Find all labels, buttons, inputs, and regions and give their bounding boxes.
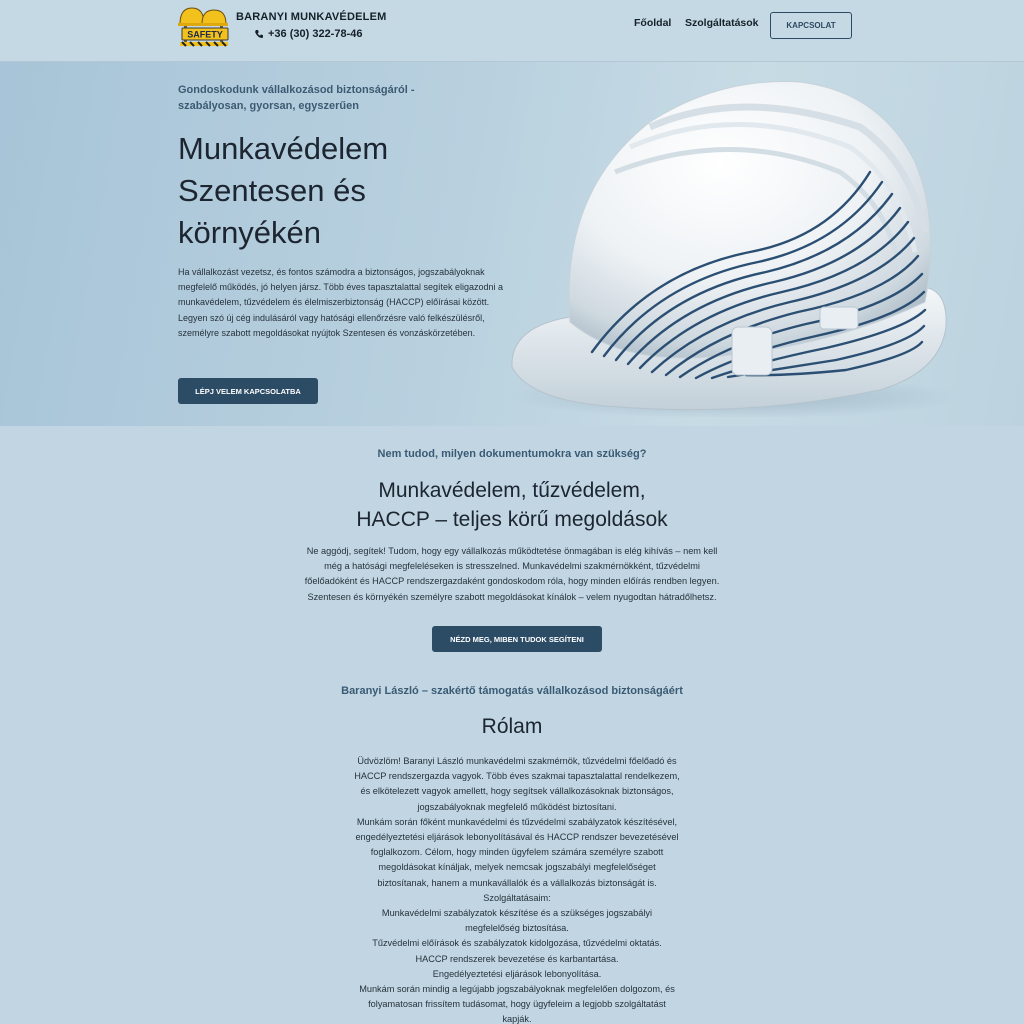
about-line: Üdvözlöm! Baranyi László munkavédelmi szakmérnök, tűzvédelmi főelőadó és <box>357 756 677 766</box>
nav-services[interactable]: Szolgáltatások <box>685 17 759 29</box>
services-button[interactable]: NÉZD MEG, MIBEN TUDOK SEGÍTENI <box>432 626 602 652</box>
hero-title-line: környékén <box>178 215 322 250</box>
hero-section <box>0 62 1024 426</box>
about-line: megfelelőség biztosítása. <box>465 923 569 934</box>
docs-body-line: még a hatósági megfeleléseken is stresszelned. Munkavédelmi szakmérnökként, tűzvédelmi <box>324 561 700 572</box>
about-title: Rólam <box>481 715 543 738</box>
about-line: kapják. <box>502 1014 532 1024</box>
phone-text: +36 (30) 322-78-46 <box>268 28 363 40</box>
about-line: Szolgáltatásaim: <box>483 892 551 903</box>
phone-icon <box>254 29 264 39</box>
docs-title-line: HACCP – teljes körű megoldások <box>356 508 668 531</box>
site-header <box>0 0 1024 62</box>
about-line: engedélyeztetési eljárások lebonyolításával és HACCP rendszer bevezetésével <box>355 832 679 843</box>
hard-hat-image <box>500 72 960 417</box>
about-line: Tűzvédelmi előírások és szabályzatok kidolgozása, tűzvédelmi oktatás. <box>372 938 662 949</box>
docs-kicker: Nem tudod, milyen dokumentumokra van szükség? <box>377 448 647 460</box>
about-line: Munkavédelmi szabályzatok készítése és a szükséges jogszabályi <box>381 908 653 919</box>
about-line: Munkám során mindig a legújabb jogszabályoknak megfelelően dolgozom, és <box>359 984 675 995</box>
about-line: jogszabályoknak megfelelő működést biztosítani. <box>417 801 617 812</box>
about-line: HACCP rendszergazda vagyok. Több éves szakmai tapasztalattal rendelkezem, <box>354 771 680 782</box>
about-line: megoldásokat kínáljak, melyek nemcsak jogszabályi megfelelőséget <box>378 862 656 873</box>
logo-text: SAFETY <box>187 29 223 40</box>
about-kicker: Baranyi László – szakértő támogatás vállalkozásod biztonságáért <box>341 685 683 697</box>
hero-title <box>178 128 458 254</box>
about-line: foglalkozom. Célom, hogy minden ügyfelem számára személyre szabott <box>370 847 664 858</box>
hero-title-line: Szentesen és <box>178 173 366 208</box>
nav-home[interactable]: Főoldal <box>634 17 672 29</box>
about-line: és elkötelezett vagyok amellett, hogy segítsek vállalkozásoknak biztonságos, <box>360 786 674 797</box>
about-line: folyamatosan frissítem tudásomat, hogy ügyfeleim a legjobb szolgáltatást <box>368 999 666 1010</box>
about-line: Engedélyeztetési eljárások lebonyolítása. <box>432 968 602 979</box>
hero-contact-button[interactable]: LÉPJ VELEM KAPCSOLATBA <box>178 378 318 404</box>
docs-title <box>0 476 1024 534</box>
hero-description: Ha vállalkozást vezetsz, és fontos számodra a biztonságos, jogszabályoknak megfelelő működés, jó helyen jársz. Több éves tapasztalattal segítek eligazodni a munkavédelem, tűzvédelem és élelmiszerbiztonság (HACCP) előírásai között. Legyen szó új cég indulásáról vagy hatósági ellenőrzésre való felkészülésről, személyre szabott megoldásokat nyújtok Szentesen és vonzáskörzetében. <box>178 267 504 338</box>
about-line: HACCP rendszerek bevezetése és karbantartása. <box>415 953 619 964</box>
about-body <box>340 754 694 1024</box>
docs-body-line: Ne aggódj, segítek! Tudom, hogy egy vállalkozás működtetése önmagában is elég kihívás – nem kell <box>306 546 718 556</box>
contact-button[interactable]: KAPCSOLAT <box>770 12 852 39</box>
about-line: Munkám során főként munkavédelmi és tűzvédelmi szabályzatok készítésével, <box>356 816 678 827</box>
docs-body <box>0 544 1024 605</box>
about-line: biztosítanak, hanem a munkavállalók és a vállalkozás biztonságát is. <box>377 877 657 888</box>
docs-body-line: főelőadóként és HACCP rendszergazdaként gondoskodom róla, hogy minden előírás rendben legyen. <box>304 576 720 587</box>
safety-logo[interactable] <box>176 4 232 48</box>
hero-tagline: Gondoskodunk vállalkozásod biztonságáról - szabályosan, gyorsan, egyszerűen <box>178 84 415 112</box>
docs-title-line: Munkavédelem, tűzvédelem, <box>378 479 646 502</box>
brand-name[interactable]: BARANYI MUNKAVÉDELEM <box>236 11 387 23</box>
hero-title-line: Munkavédelem <box>178 131 389 166</box>
docs-body-line: Szentesen és környékén személyre szabott megoldásokat kínálok – velem nyugodtan hátradőlhetsz. <box>307 591 717 602</box>
